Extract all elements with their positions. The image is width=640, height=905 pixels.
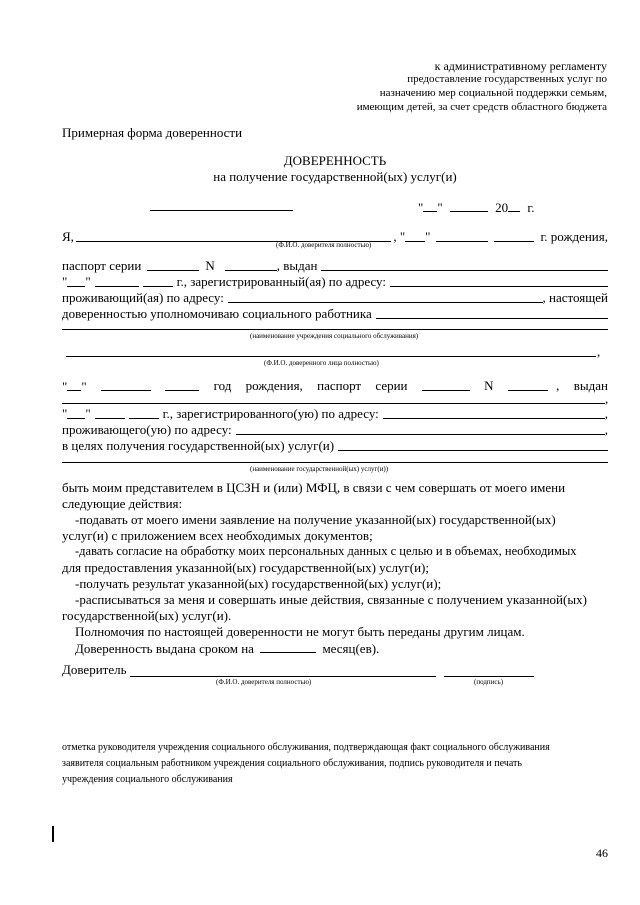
registration-row: " " г., зарегистрированный(ая) по адресу:: [62, 274, 608, 290]
trustee-residence-row: проживающего(ую) по адресу: ,: [62, 422, 608, 437]
signature-sign-caption: (подпись): [474, 678, 504, 686]
body-p3a: -давать согласие на обработку моих персональных данных с целью и в объемах, необходимых: [75, 544, 577, 558]
note-line-3: учреждения социального обслуживания: [62, 774, 233, 785]
margin-mark: [52, 826, 54, 842]
body-p7: Доверенность выдана сроком на месяц(ев).: [75, 641, 380, 656]
body-p5a: -расписываться за меня и совершать иные действия, связанные с получением указанной(ых): [75, 592, 587, 607]
signature-name-caption: (Ф.И.О. доверителя полностью): [216, 678, 312, 686]
trustee-issuer-comma: ,: [605, 391, 609, 406]
doc-subtitle: на получение государственной(ых) услуг(и): [213, 169, 457, 184]
body-p4: -получать результат указанной(ых) государственной(ых) услуг(и);: [75, 576, 442, 591]
body-p1b: следующие действия:: [62, 496, 183, 511]
note-line-2: заявителя социальным работником учреждения социального обслуживания, подпись руководителя и печать: [62, 758, 522, 769]
date-row: " " 20 г.: [418, 200, 535, 215]
trustee-issuer-blank: [62, 403, 605, 404]
grantor-caption: (Ф.И.О. доверителя полностью): [276, 241, 372, 249]
header-line-1: к административному регламенту: [434, 59, 607, 73]
trustee-comma: ,: [597, 344, 601, 359]
signature-name-blank: [130, 676, 436, 677]
signature-label: Доверитель: [62, 662, 127, 677]
header-line-2: предоставление государственных услуг по: [407, 73, 607, 85]
trustee-name-blank: [66, 356, 596, 357]
page-number: 46: [596, 846, 608, 860]
signature-sign-blank: [444, 676, 534, 677]
doc-title: ДОВЕРЕННОСТЬ: [283, 153, 387, 168]
grantor-row: Я, , " " г. рождения,: [62, 229, 608, 244]
residence-row: проживающий(ая) по адресу: , настоящей: [62, 290, 608, 305]
authorize-row: доверенностью уполномочиваю социального работника: [62, 306, 608, 322]
body-p3b: для предоставления указанной(ых) государственной(ых) услуг(и);: [62, 560, 429, 575]
note-line-1: отметка руководителя учреждения социального обслуживания, подтверждающая факт социального обслуживания: [62, 742, 550, 753]
place-blank: [150, 210, 293, 211]
institution-blank: [62, 329, 608, 330]
header-line-3: назначению мер социальной поддержки семьям,: [379, 87, 607, 99]
header-line-4: имеющим детей, за счет средств областного бюджета: [356, 101, 607, 113]
body-p1a: быть моим представителем в ЦСЗН и (или) МФЦ, в связи с чем совершать от моего имени: [62, 480, 566, 495]
body-p5b: государственной(ых) услуг(и).: [62, 608, 232, 623]
trustee-birth-row: " " год рождения, паспорт серии N , выдан: [62, 378, 608, 394]
service-purpose-row: в целях получения государственной(ых) услуг(и): [62, 438, 608, 454]
body-p2a: -подавать от моего имени заявление на получение указанной(ых) государственной(ых): [75, 512, 556, 527]
passport-row: паспорт серии N , выдан: [62, 258, 608, 274]
trustee-caption: (Ф.И.О. доверенного лица полностью): [264, 359, 379, 367]
trustee-registration-row: " " г., зарегистрированного(ую) по адресу: ,: [62, 406, 608, 421]
form-title: Примерная форма доверенности: [62, 125, 243, 140]
service-name-blank: [62, 462, 608, 463]
body-p6: Полномочия по настоящей доверенности не могут быть переданы другим лицам.: [75, 624, 525, 639]
body-p2b: услуг(и) с приложением всех необходимых документов;: [62, 528, 373, 543]
institution-caption: (наименование учреждения социального обслуживания): [250, 332, 419, 340]
service-caption: (наименование государственной(ых) услуг(и)): [250, 465, 389, 473]
